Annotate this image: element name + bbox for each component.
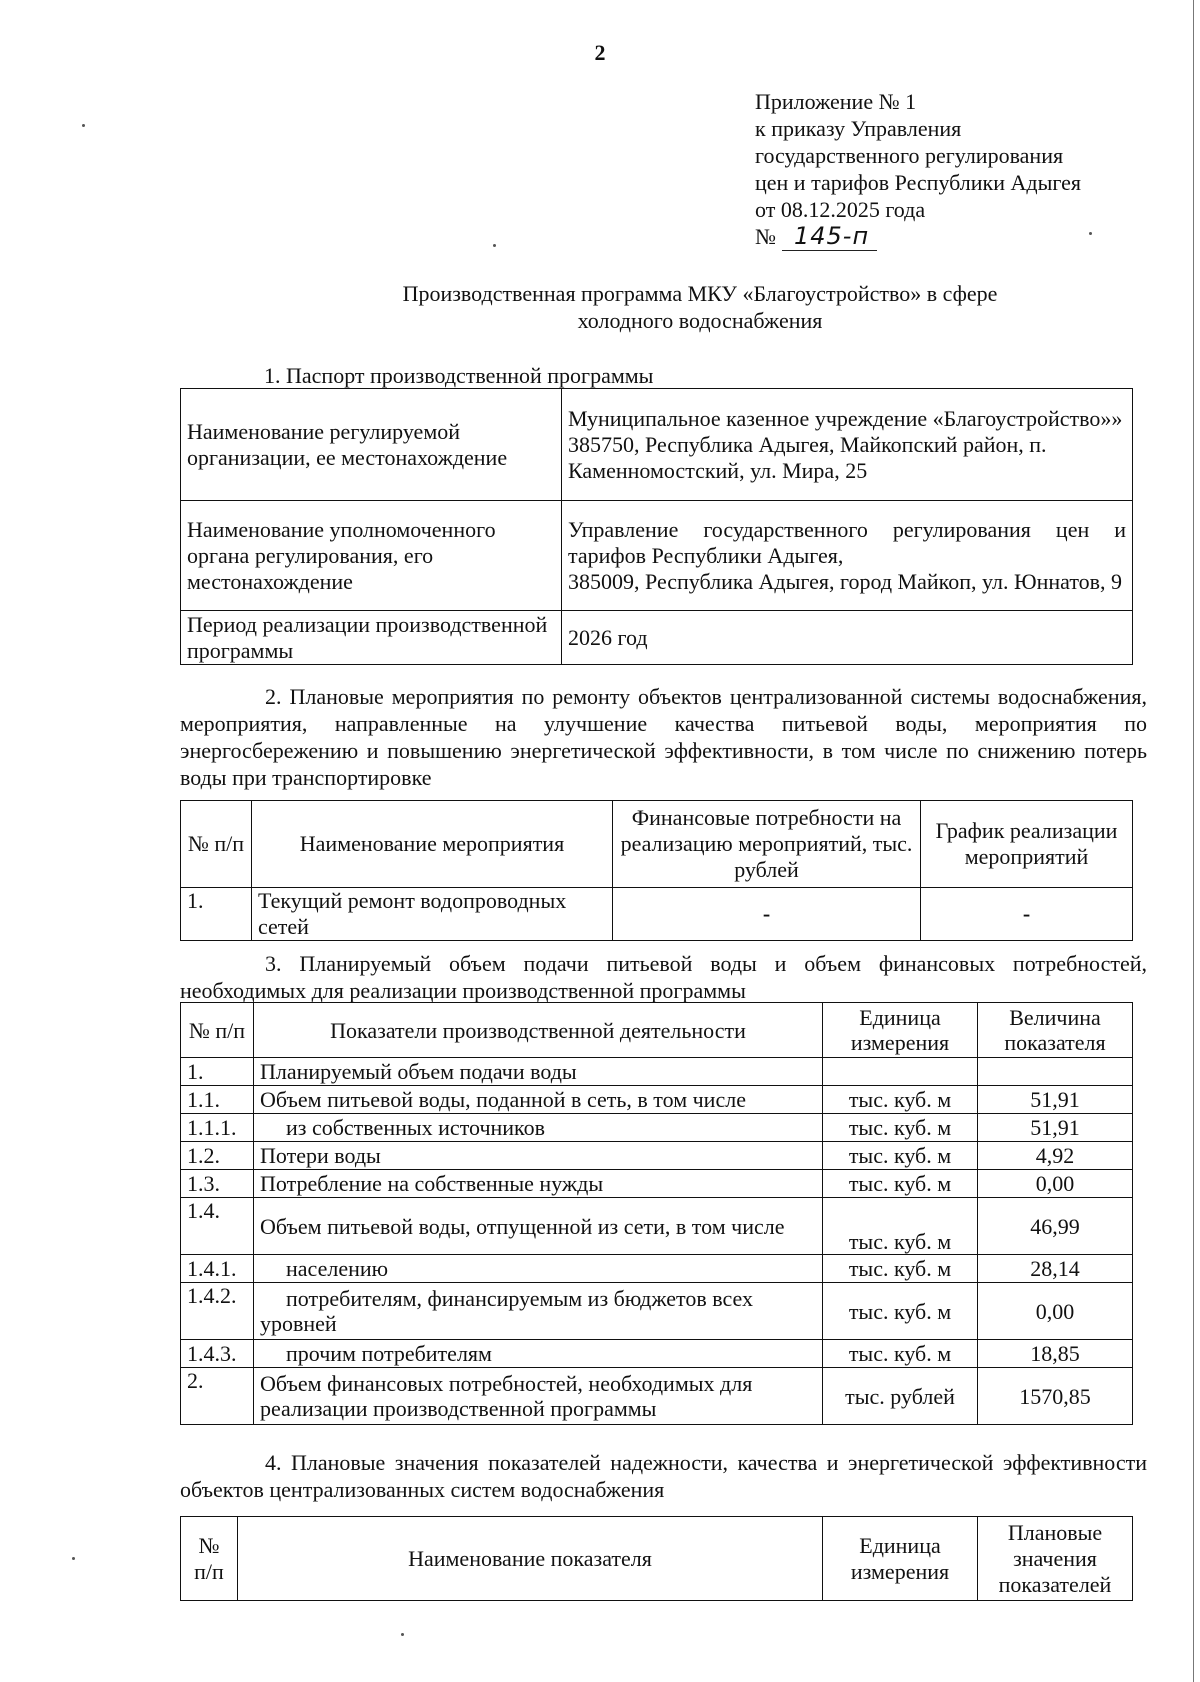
indicators-value: 4,92 <box>978 1142 1133 1170</box>
indicators-name: Объем питьевой воды, отпущенной из сети, в том числе <box>254 1198 823 1255</box>
appendix-line: от 08.12.2025 года <box>755 197 926 222</box>
indicators-row <box>181 1368 1133 1425</box>
indicators-name: Потребление на собственные нужды <box>254 1170 823 1198</box>
indicators-row <box>181 1283 1133 1340</box>
passport-value-line: Муниципальное казенное учреждение «Благоустройство»» <box>568 405 1123 431</box>
passport-value <box>562 389 1133 501</box>
measures-header-num: № п/п <box>181 801 252 888</box>
indicators-row <box>181 1198 1133 1255</box>
indicators-table <box>180 1002 1133 1425</box>
indicators-num: 1.4.2. <box>181 1283 254 1340</box>
measures-row <box>181 888 1133 941</box>
indicators-header-row <box>181 1003 1133 1058</box>
appendix-block <box>755 88 1081 250</box>
indicators-name: потребителям, финансируемым из бюджетов всех уровней <box>254 1283 823 1340</box>
passport-value-line: 385009, Республика Адыгея, город Майкоп, ул. Юннатов, 9 <box>568 568 1123 594</box>
passport-value-line: Управление государственного регулирования цен и тарифов Республики Адыгея, <box>568 516 1126 568</box>
indicators-name: Потери воды <box>254 1142 823 1170</box>
reliability-header-value: Плановые значения показателей <box>978 1517 1133 1601</box>
indicators-value: 0,00 <box>978 1170 1133 1198</box>
indicators-row <box>181 1255 1133 1283</box>
indicators-num: 1.4.1. <box>181 1255 254 1283</box>
indicators-name: из собственных источников <box>254 1114 823 1142</box>
indicators-value <box>978 1058 1133 1086</box>
reliability-table <box>180 1516 1133 1601</box>
measures-table <box>180 800 1133 941</box>
scan-speck <box>1089 232 1092 235</box>
indicators-row <box>181 1170 1133 1198</box>
indicators-num: 2. <box>181 1368 254 1425</box>
passport-label: Наименование регулируемой организации, ее местонахождение <box>181 389 562 501</box>
indicators-header-name: Показатели производственной деятельности <box>254 1003 823 1058</box>
appendix-line: к приказу Управления <box>755 116 962 141</box>
passport-value <box>562 501 1133 611</box>
passport-label: Наименование уполномоченного органа регулирования, его местонахождение <box>181 501 562 611</box>
appendix-line: Приложение № 1 <box>755 89 917 114</box>
indicators-unit: тыс. куб. м <box>823 1255 978 1283</box>
scan-edge-line <box>1193 0 1195 1682</box>
passport-row <box>181 389 1133 501</box>
page-number: 2 <box>594 40 606 65</box>
reliability-header-num: № п/п <box>181 1517 238 1601</box>
indicators-row <box>181 1142 1133 1170</box>
indicators-num: 1.4. <box>181 1198 254 1255</box>
indicators-num: 1.3. <box>181 1170 254 1198</box>
indicators-header-unit: Единица измерения <box>823 1003 978 1058</box>
measures-header-schedule: График реализации мероприятий <box>921 801 1133 888</box>
section2-paragraph: 2. Плановые мероприятия по ремонту объектов централизованной системы водоснабжения, мероприятия, направленные на улучшение качества питьевой воды, мероприятия по энергосбережению и повышению энергетической эффективности, в том числе по снижению потерь воды при транспортировке <box>180 684 1147 790</box>
indicators-unit <box>823 1058 978 1086</box>
indicators-unit: тыс. куб. м <box>823 1340 978 1368</box>
indicators-num: 1.2. <box>181 1142 254 1170</box>
passport-row <box>181 611 1133 665</box>
indicators-name: Планируемый объем подачи воды <box>254 1058 823 1086</box>
title-line-1: Производственная программа МКУ «Благоустройство» в сфере <box>402 281 998 306</box>
section1-heading: 1. Паспорт производственной программы <box>264 363 654 388</box>
passport-table <box>180 388 1133 665</box>
measures-schedule: - <box>921 888 1133 941</box>
indicators-value: 0,00 <box>978 1283 1133 1340</box>
measures-name: Текущий ремонт водопроводных сетей <box>252 888 613 941</box>
scan-speck <box>401 1633 404 1636</box>
reliability-header-name: Наименование показателя <box>238 1517 823 1601</box>
measures-num: 1. <box>181 888 252 941</box>
indicators-value: 51,91 <box>978 1086 1133 1114</box>
indicators-num: 1.1.1. <box>181 1114 254 1142</box>
indicators-name: населению <box>254 1255 823 1283</box>
indicators-value: 51,91 <box>978 1114 1133 1142</box>
scan-speck <box>493 244 496 247</box>
appendix-line: государственного регулирования <box>755 143 1064 168</box>
indicators-header-num: № п/п <box>181 1003 254 1058</box>
appendix-line: цен и тарифов Республики Адыгея <box>755 170 1081 195</box>
scan-speck <box>72 1557 75 1560</box>
passport-value: 2026 год <box>562 611 1133 665</box>
indicators-value: 1570,85 <box>978 1368 1133 1425</box>
indicators-unit: тыс. куб. м <box>823 1170 978 1198</box>
indicators-row <box>181 1340 1133 1368</box>
indicators-unit: тыс. куб. м <box>823 1198 978 1255</box>
indicators-value: 28,14 <box>978 1255 1133 1283</box>
measures-finance: - <box>613 888 921 941</box>
title-line-2: холодного водоснабжения <box>577 308 823 333</box>
indicators-unit: тыс. куб. м <box>823 1086 978 1114</box>
indicators-row <box>181 1086 1133 1114</box>
measures-header-name: Наименование мероприятия <box>252 801 613 888</box>
scan-speck <box>82 124 85 127</box>
handwritten-order-number: 145-п <box>782 222 877 251</box>
indicators-row <box>181 1058 1133 1086</box>
indicators-unit: тыс. куб. м <box>823 1114 978 1142</box>
reliability-header-unit: Единица измерения <box>823 1517 978 1601</box>
document-title <box>0 280 1200 334</box>
indicators-num: 1.1. <box>181 1086 254 1114</box>
indicators-name: прочим потребителям <box>254 1340 823 1368</box>
indicators-unit: тыс. рублей <box>823 1368 978 1425</box>
indicators-unit: тыс. куб. м <box>823 1142 978 1170</box>
indicators-name: Объем питьевой воды, поданной в сеть, в том числе <box>254 1086 823 1114</box>
passport-value-line: 385750, Республика Адыгея, Майкопский район, п. Каменномостский, ул. Мира, 25 <box>568 431 1047 483</box>
indicators-value: 18,85 <box>978 1340 1133 1368</box>
indicators-num: 1. <box>181 1058 254 1086</box>
passport-row <box>181 501 1133 611</box>
passport-label: Период реализации производственной программы <box>181 611 562 665</box>
measures-header-finance: Финансовые потребности на реализацию мероприятий, тыс. рублей <box>613 801 921 888</box>
section4-paragraph: 4. Плановые значения показателей надежности, качества и энергетической эффективности объектов централизованных систем водоснабжения <box>180 1450 1147 1502</box>
indicators-num: 1.4.3. <box>181 1340 254 1368</box>
indicators-unit: тыс. куб. м <box>823 1283 978 1340</box>
measures-header-row <box>181 801 1133 888</box>
section3-paragraph: 3. Планируемый объем подачи питьевой воды и объем финансовых потребностей, необходимых для реализации производственной программы <box>180 951 1147 1003</box>
order-number-prefix: № <box>755 224 776 249</box>
indicators-name: Объем финансовых потребностей, необходимых для реализации производственной программы <box>254 1368 823 1425</box>
order-number <box>755 223 1081 250</box>
indicators-value: 46,99 <box>978 1198 1133 1255</box>
indicators-header-value: Величина показателя <box>978 1003 1133 1058</box>
indicators-row <box>181 1114 1133 1142</box>
reliability-header-row <box>181 1517 1133 1601</box>
